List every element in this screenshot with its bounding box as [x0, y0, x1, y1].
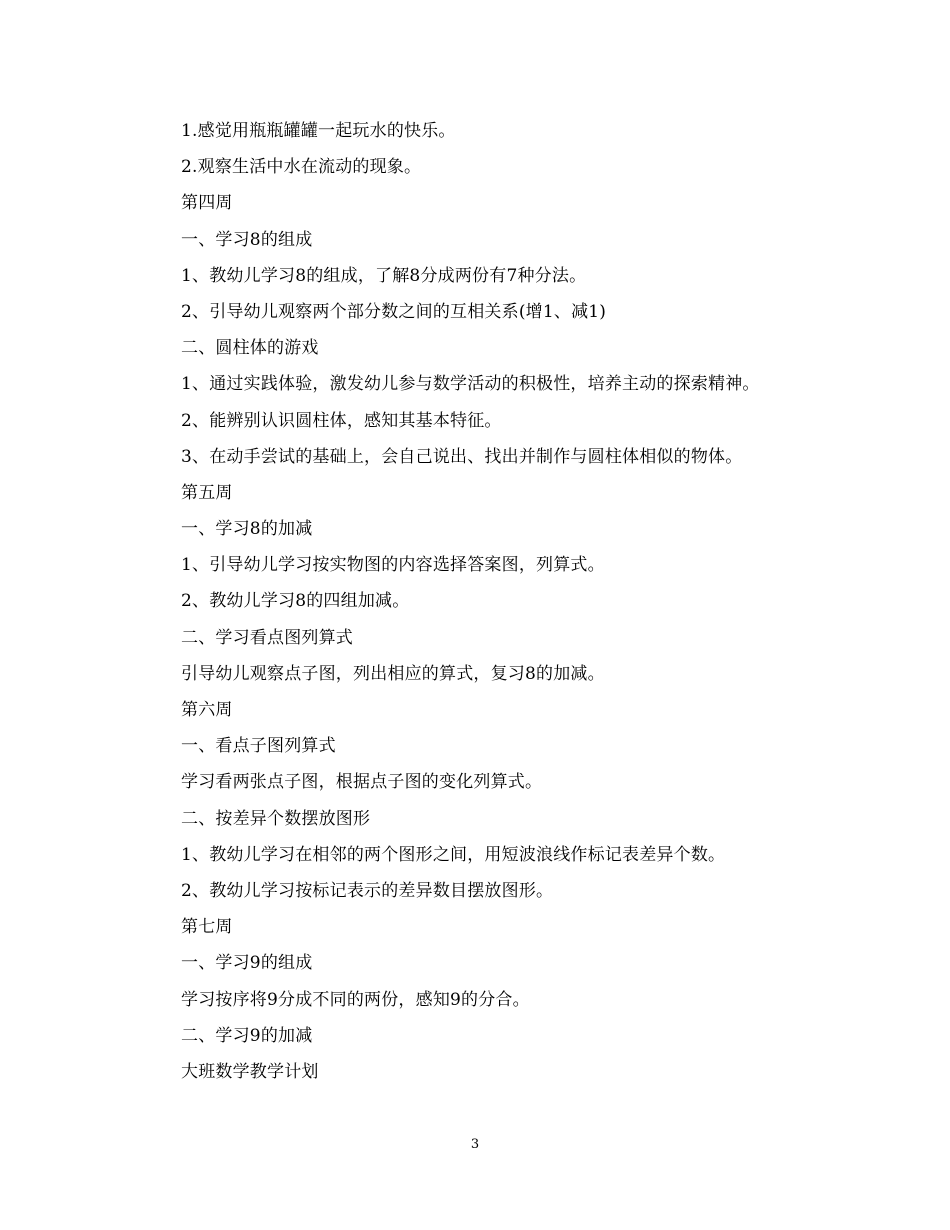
subsection-heading: 二、按差异个数摆放图形 — [181, 808, 371, 829]
subsection-heading: 二、圆柱体的游戏 — [181, 338, 319, 359]
section-heading: 第四周 — [181, 193, 233, 214]
text-line: 大班数学教学计划 — [181, 1061, 319, 1082]
text-line: 1、通过实践体验，激发幼儿参与数学活动的积极性，培养主动的探索精神。 — [181, 374, 760, 395]
subsection-heading: 一、看点子图列算式 — [181, 736, 336, 757]
section-heading: 第六周 — [181, 700, 233, 720]
text-line: 1、引导幼儿学习按实物图的内容选择答案图，列算式。 — [181, 555, 605, 576]
text-line: 2、引导幼儿观察两个部分数之间的互相关系(增1、减1) — [181, 301, 607, 322]
text-line: 3、在动手尝试的基础上，会自己说出、找出并制作与圆柱体相似的物体。 — [181, 446, 743, 467]
text-line: 1、教幼儿学习8的组成，了解8分成两份有7种分法。 — [181, 265, 587, 286]
subsection-heading: 一、学习8的组成 — [181, 229, 313, 250]
section-heading: 第七周 — [181, 917, 233, 938]
document-body — [181, 117, 821, 1094]
subsection-heading: 二、学习9的加减 — [181, 1025, 313, 1046]
text-line: 1、教幼儿学习在相邻的两个图形之间，用短波浪线作标记表差异个数。 — [181, 844, 726, 865]
subsection-heading: 一、学习8的加减 — [181, 519, 313, 540]
text-line: 学习看两张点子图，根据点子图的变化列算式。 — [181, 772, 543, 793]
text-line: 学习按序将9分成不同的两份，感知9的分合。 — [181, 989, 530, 1010]
subsection-heading: 二、学习看点图列算式 — [181, 627, 353, 648]
page-number: 3 — [470, 1137, 480, 1152]
text-line: 2.观察生活中水在流动的现象。 — [181, 157, 422, 178]
text-line: 1.感觉用瓶瓶罐罐一起玩水的快乐。 — [181, 121, 456, 141]
text-line: 2、教幼儿学习按标记表示的差异数目摆放图形。 — [181, 880, 554, 901]
section-heading: 第五周 — [181, 482, 233, 503]
text-line: 2、能辨别认识圆柱体，感知其基本特征。 — [181, 410, 502, 431]
text-line: 2、教幼儿学习8的四组加减。 — [181, 591, 410, 612]
subsection-heading: 一、学习9的组成 — [181, 953, 313, 974]
text-line: 引导幼儿观察点子图，列出相应的算式，复习8的加减。 — [181, 663, 605, 684]
